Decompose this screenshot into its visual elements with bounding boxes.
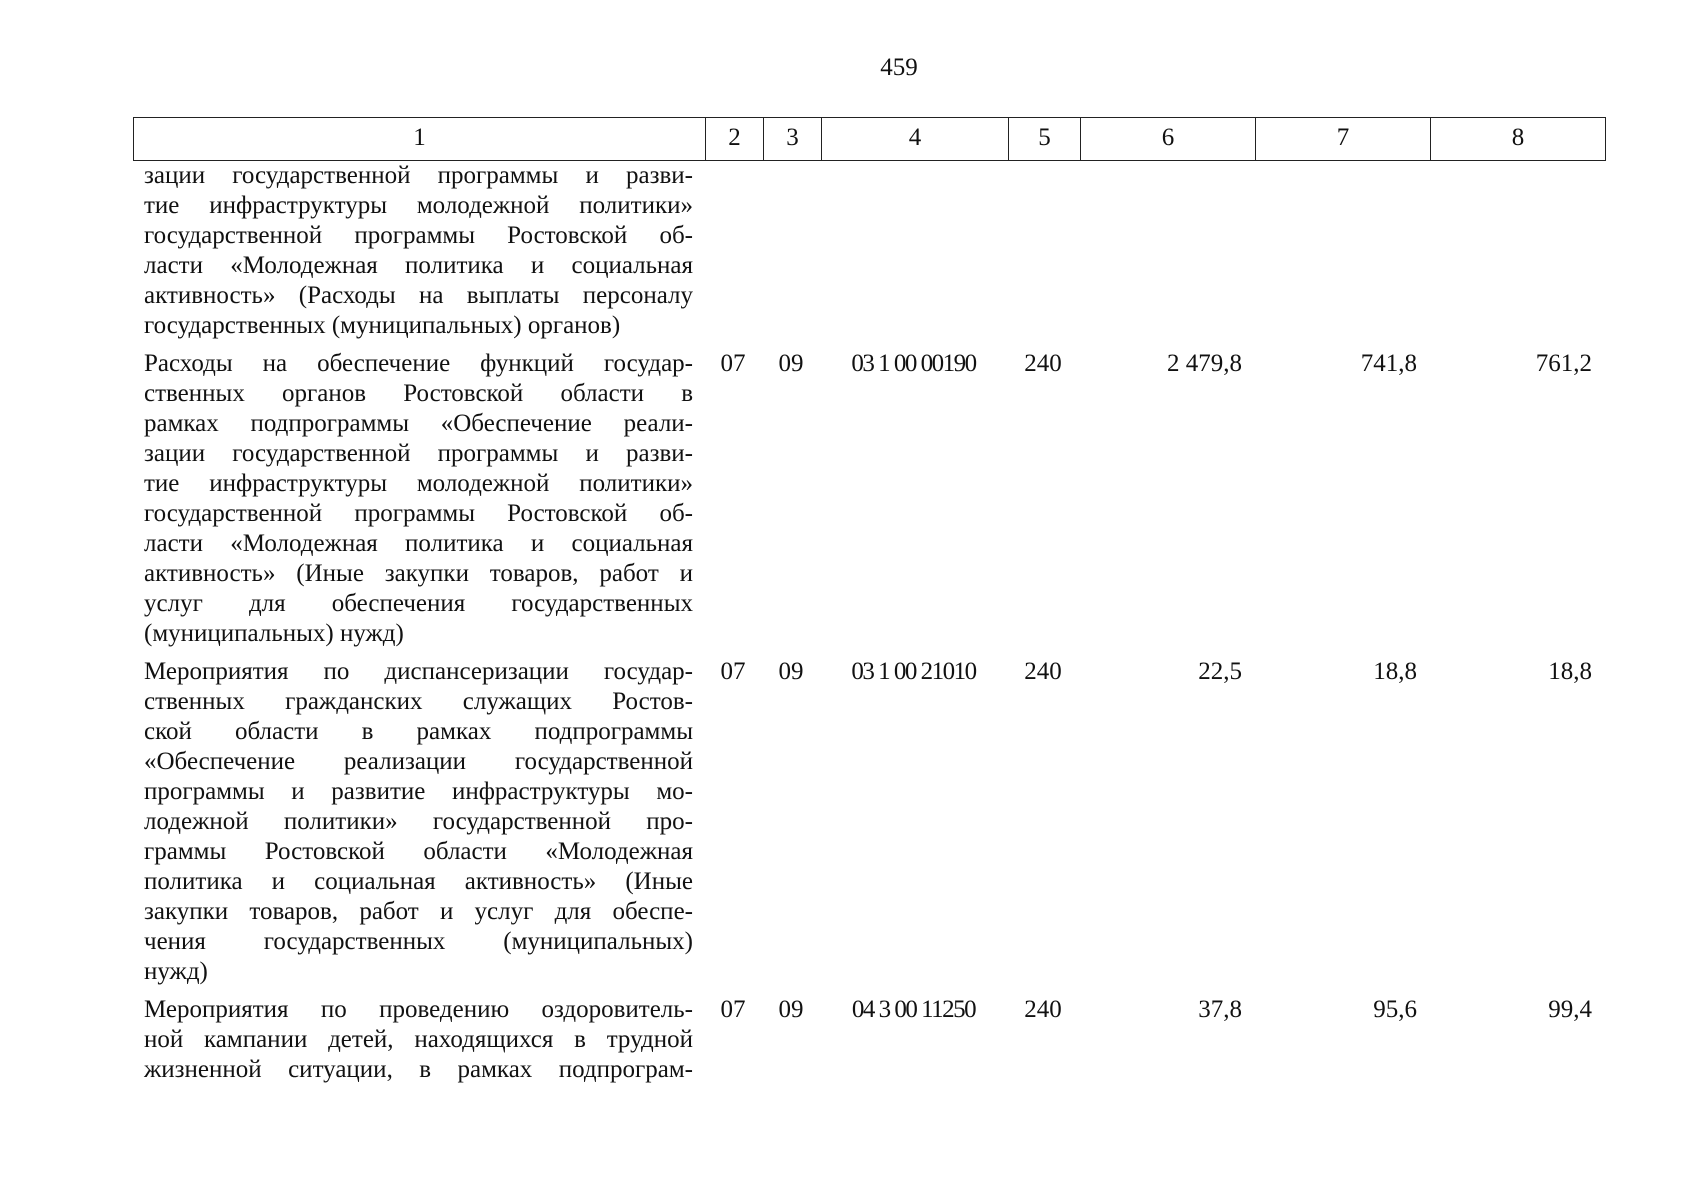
description-line: Расходы на обеспечение функций государ- (144, 350, 693, 377)
description-line: «Обеспечение реализации государственной (144, 748, 693, 775)
header-col-7: 7 (1255, 118, 1430, 160)
description-line: рамках подпрограммы «Обеспечение реали- (144, 410, 693, 437)
header-col-2: 2 (705, 118, 763, 160)
header-col-8: 8 (1430, 118, 1605, 160)
amount-col-6: 22,5 (1198, 658, 1242, 685)
expense-type-code: 240 (1024, 658, 1062, 685)
description-line: Мероприятия по диспансеризации государ- (144, 658, 693, 685)
amount-col-7: 95,6 (1373, 996, 1417, 1023)
table-row (133, 349, 1604, 649)
table-row (133, 657, 1604, 987)
section-code: 07 (720, 996, 746, 1023)
row-description (133, 995, 704, 1085)
amount-col-8: 99,4 (1548, 996, 1592, 1023)
header-col-5: 5 (1008, 118, 1080, 160)
subsection-code: 09 (778, 658, 804, 685)
description-line: активность» (Иные закупки товаров, работ и (144, 560, 693, 587)
description-line: ной кампании детей, находящихся в трудной (144, 1026, 693, 1053)
description-line: ласти «Молодежная политика и социальная (144, 252, 693, 279)
header-col-4: 4 (821, 118, 1008, 160)
description-line: тие инфраструктуры молодежной политики» (144, 192, 693, 219)
description-line: государственной программы Ростовской об- (144, 500, 693, 527)
section-code: 07 (720, 350, 746, 377)
description-line: политика и социальная активность» (Иные (144, 868, 693, 895)
description-line: чения государственных (муниципальных) (144, 928, 693, 955)
target-article-code: 04 3 00 11250 (851, 996, 976, 1023)
table-row (133, 995, 1604, 1085)
description-line: зации государственной программы и разви- (144, 440, 693, 467)
description-line: ственных гражданских служащих Ростов- (144, 688, 693, 715)
header-col-6: 6 (1080, 118, 1255, 160)
page-number: 459 (880, 54, 918, 81)
description-line: граммы Ростовской области «Молодежная (144, 838, 693, 865)
table-header (133, 117, 1606, 161)
description-line: тие инфраструктуры молодежной политики» (144, 470, 693, 497)
row-description (133, 657, 704, 987)
header-col-3: 3 (763, 118, 821, 160)
subsection-code: 09 (778, 996, 804, 1023)
amount-col-6: 37,8 (1198, 996, 1242, 1023)
description-line: нужд) (144, 958, 208, 985)
description-line: лодежной политики» государственной про- (144, 808, 693, 835)
amount-col-6: 2 479,8 (1167, 350, 1242, 377)
description-line: зации государственной программы и разви- (144, 162, 693, 189)
description-line: государственной программы Ростовской об- (144, 222, 693, 249)
amount-col-7: 741,8 (1360, 350, 1417, 377)
subsection-code: 09 (778, 350, 804, 377)
description-line: (муниципальных) нужд) (144, 620, 404, 647)
section-code: 07 (720, 658, 746, 685)
description-line: активность» (Расходы на выплаты персоналу (144, 282, 693, 309)
table-body (133, 161, 1604, 1085)
description-line: программы и развитие инфраструктуры мо- (144, 778, 693, 805)
amount-col-8: 761,2 (1535, 350, 1592, 377)
description-line: Мероприятия по проведению оздоровитель- (144, 996, 693, 1023)
target-article-code: 03 1 00 00190 (851, 350, 976, 377)
description-line: услуг для обеспечения государственных (144, 590, 693, 617)
description-line: ской области в рамках подпрограммы (144, 718, 693, 745)
description-line: жизненной ситуации, в рамках подпрограм- (144, 1056, 693, 1083)
row-description (133, 161, 704, 341)
expense-type-code: 240 (1024, 996, 1062, 1023)
description-line: ственных органов Ростовской области в (144, 380, 693, 407)
table-row (133, 161, 1604, 341)
description-line: ласти «Молодежная политика и социальная (144, 530, 693, 557)
description-line: закупки товаров, работ и услуг для обеспе- (144, 898, 693, 925)
amount-col-8: 18,8 (1548, 658, 1592, 685)
row-description (133, 349, 704, 649)
description-line: государственных (муниципальных) органов) (144, 312, 621, 339)
amount-col-7: 18,8 (1373, 658, 1417, 685)
header-col-1: 1 (413, 124, 426, 151)
target-article-code: 03 1 00 21010 (851, 658, 976, 685)
expense-type-code: 240 (1024, 350, 1062, 377)
